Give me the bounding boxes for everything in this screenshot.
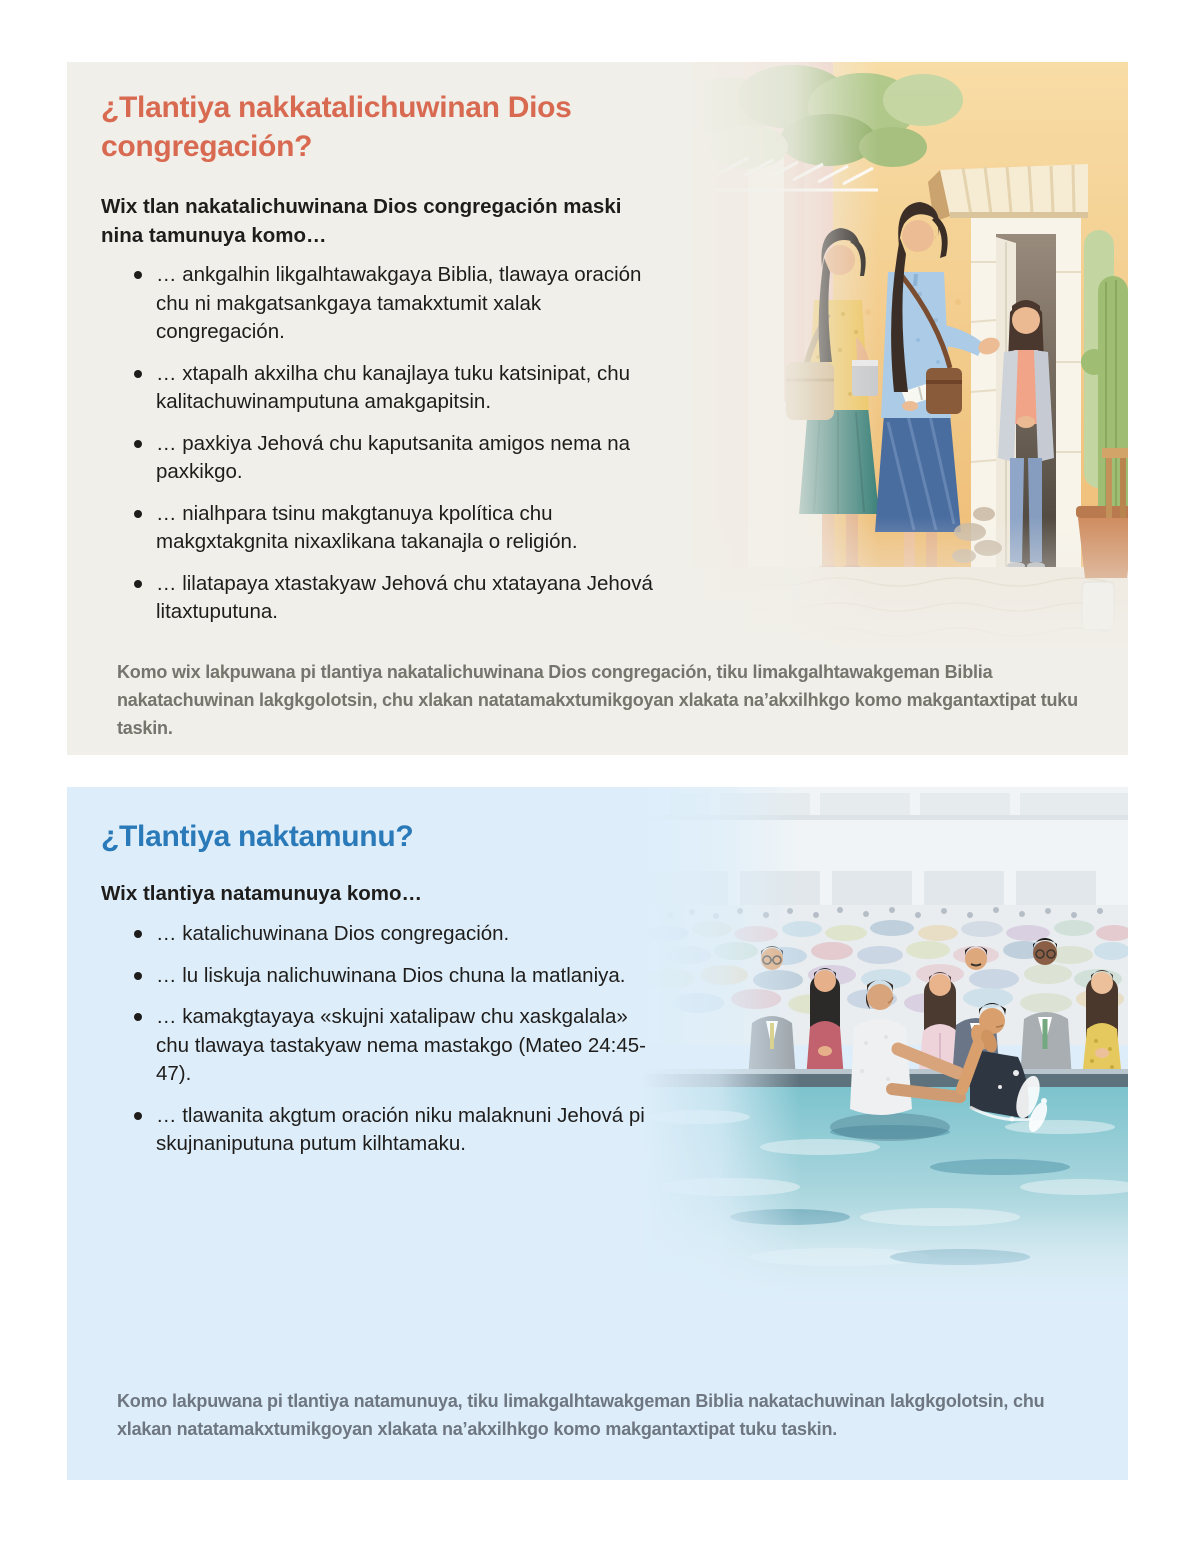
- bullet-icon: [134, 1013, 142, 1021]
- bullet-icon: [134, 510, 142, 518]
- section2-intro: Wix tlantiya natamunuya komo…: [101, 882, 423, 905]
- section1-footer-note: Komo wix lakpuwana pi tlantiya nakatalichuwinana Dios congregación, tiku limakgalhtawakgeman Biblia nakatachuwinan lakgkgolotsin, chu xlakan natatamakxtumikgoyan xlakata na’akxilhkgo komo makgantaxtipat tuku taskin.: [117, 662, 1078, 738]
- section-congregation-card: [67, 62, 1128, 755]
- baptism-illustration: [640, 787, 1128, 1307]
- bullet-icon: [134, 1112, 142, 1120]
- bullet-icon: [134, 271, 142, 279]
- section2-bullet-list: [101, 920, 661, 1172]
- section1-intro: Wix tlan nakatalichuwinana Dios congregación maski nina tamunuya komo…: [101, 195, 622, 247]
- bullet-item: … paxkiya Jehová chu kaputsanita amigos nema na paxkikgo.: [101, 430, 661, 487]
- section1-title: ¿Tlantiya nakkatalichuwinan Dios congregación?: [101, 91, 572, 163]
- bullet-item: … nialhpara tsinu makgtanuya kpolítica chu makgxtakgnita nixaxlikana takanajla o religión.: [101, 500, 661, 557]
- bullet-item: … katalichuwinana Dios congregación.: [101, 920, 661, 949]
- bullet-item: … xtapalh akxilha chu kanajlaya tuku katsinipat, chu kalitachuwinamputuna amakgapitsin.: [101, 360, 661, 417]
- bullet-icon: [134, 930, 142, 938]
- bullet-item: … kamakgtayaya «skujni xatalipaw chu xaskgalala» chu tlawaya tastakyaw nema mastakgo (Mateo 24:45-47).: [101, 1003, 661, 1089]
- door-conversation-illustration: [688, 62, 1128, 652]
- bullet-item: … lilatapaya xtastakyaw Jehová chu xtatayana Jehová litaxtuputuna.: [101, 570, 661, 627]
- section1-bullet-list: [101, 261, 661, 640]
- bullet-icon: [134, 580, 142, 588]
- bullet-item: … ankgalhin likgalhtawakgaya Biblia, tlawaya oración chu ni makgatsankgaya tamakxtumit xalak congregación.: [101, 261, 661, 347]
- bullet-icon: [134, 370, 142, 378]
- bullet-icon: [134, 440, 142, 448]
- section-baptism-card: [67, 787, 1128, 1480]
- section2-footer-note: Komo lakpuwana pi tlantiya natamunuya, tiku limakgalhtawakgeman Biblia nakatachuwinan lakgkgolotsin, chu xlakan natatamakxtumikgoyan xlakata na’akxilhkgo komo makgantaxtipat tuku taskin.: [117, 1391, 1045, 1439]
- bullet-item: … lu liskuja nalichuwinana Dios chuna la matlaniya.: [101, 962, 661, 991]
- bullet-icon: [134, 972, 142, 980]
- bullet-item: … tlawanita akgtum oración niku malaknuni Jehová pi skujnaniputuna putum kilhtamaku.: [101, 1102, 661, 1159]
- section2-title: ¿Tlantiya naktamunu?: [101, 820, 414, 853]
